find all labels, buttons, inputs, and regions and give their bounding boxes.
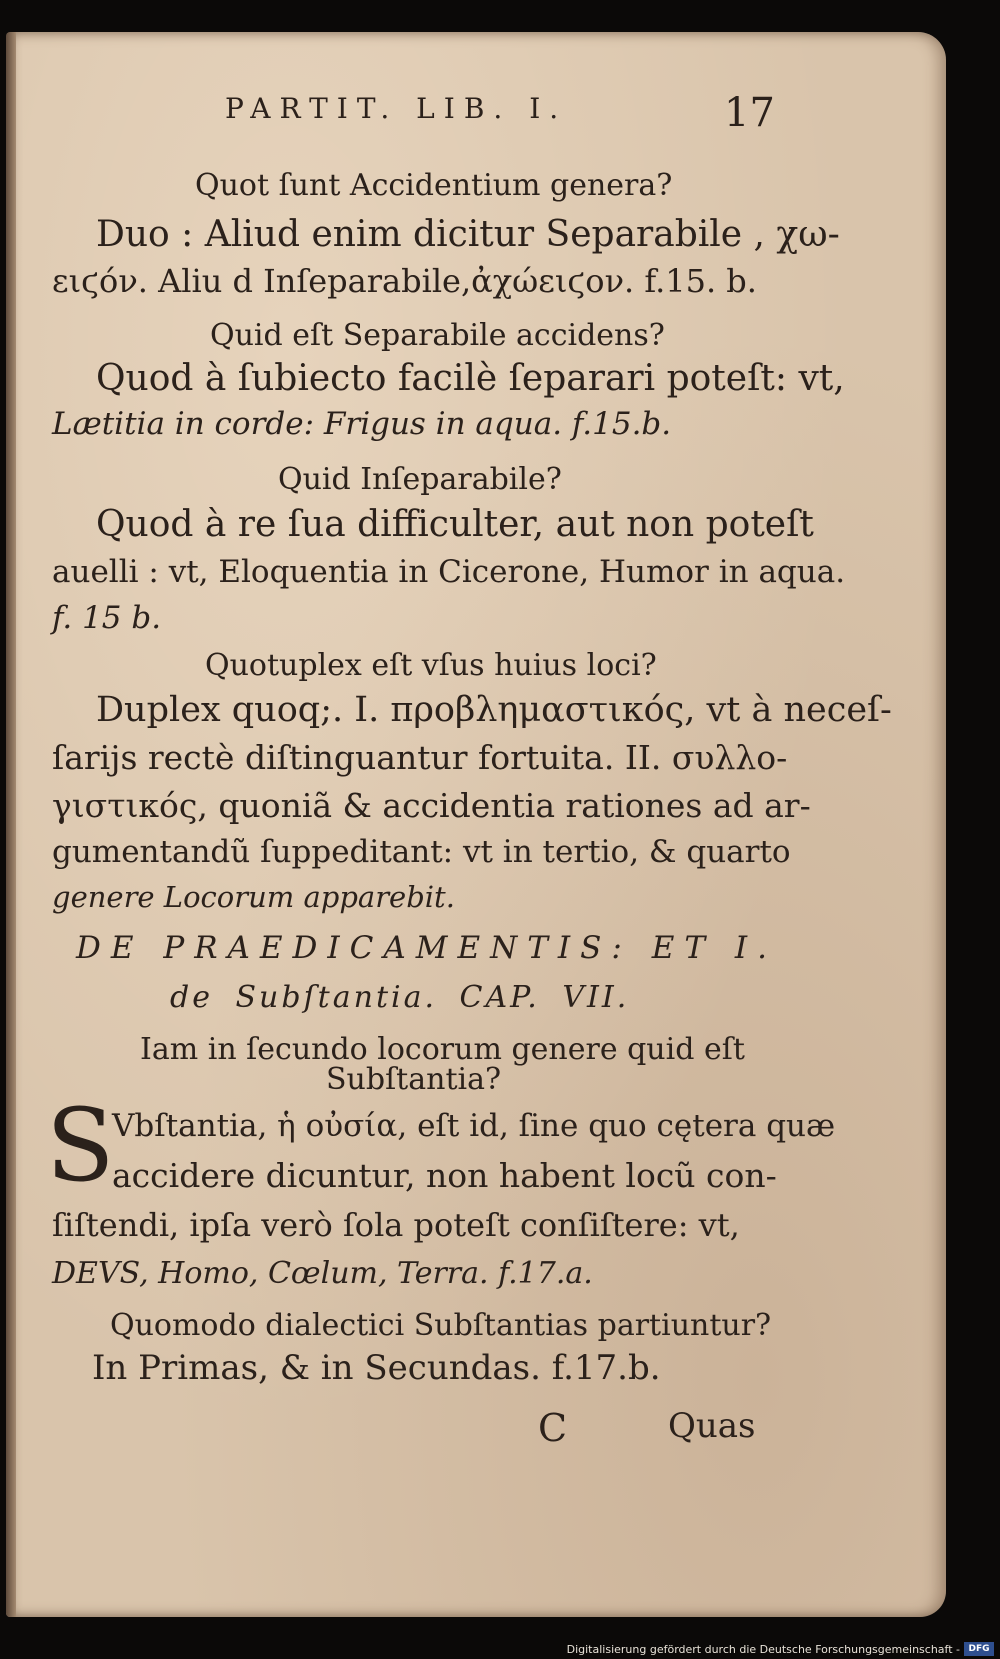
answer-4-line-1: Duplex quoq;. I. προβλημαστικός, vt à neceſ-	[96, 690, 892, 730]
answer-5-line-1: Vbſtantia, ἡ οὐσία, eſt id, ſine quo cętera quæ	[112, 1108, 836, 1144]
answer-4-line-5: genere Locorum apparebit.	[52, 880, 455, 914]
chapter-heading-line-1: DE PRAEDICAMENTIS: ET I.	[76, 930, 777, 966]
answer-4-line-3: γιστικός, quoniã & accidentia rationes ad ar-	[52, 786, 811, 825]
answer-4-line-2: ſarijs rectè diſtinguantur fortuita. II. συλλο-	[52, 738, 788, 777]
digitization-footer	[0, 1640, 1000, 1659]
question-1: Quot ſunt Accidentium genera?	[195, 168, 673, 203]
page-number: 17	[724, 90, 775, 136]
answer-5-line-2: accidere dicuntur, non habent locũ con-	[112, 1156, 777, 1195]
question-5-line-1: Iam in ſecundo locorum genere quid eſt	[140, 1032, 745, 1067]
footer-credit: Digitalisierung gefördert durch die Deutsche Forschungsgemeinschaft -	[566, 1643, 960, 1656]
page-gutter	[6, 32, 16, 1617]
answer-3-line-1: Quod à re ſua difficulter, aut non poteſt	[96, 504, 814, 545]
answer-6: In Primas, & in Secundas. f.17.b.	[92, 1348, 661, 1388]
signature-mark: C	[538, 1406, 568, 1450]
chapter-heading-line-2: de Subſtantia. CAP. VII.	[170, 980, 630, 1015]
catchword: Quas	[668, 1406, 756, 1446]
question-2: Quid eſt Separabile accidens?	[210, 318, 665, 353]
answer-2-line-1: Quod à ſubiecto facilè ſeparari poteſt: vt,	[96, 358, 845, 399]
answer-3-line-2: auelli : vt, Eloquentia in Cicerone, Humor in aqua.	[52, 554, 846, 590]
answer-3-line-3: f. 15 b.	[52, 600, 162, 636]
question-3: Quid Inſeparabile?	[278, 462, 562, 497]
running-title: PARTIT. LIB. I.	[225, 92, 568, 125]
answer-5-line-3: ſiſtendi, ipſa verò ſola poteſt conſiſtere: vt,	[52, 1206, 740, 1244]
question-4: Quotuplex eſt vſus huius loci?	[205, 648, 657, 683]
question-5-line-2: Subſtantia?	[326, 1062, 502, 1097]
answer-2-line-2: Lætitia in corde: Frigus in aqua. f.15.b.	[52, 406, 672, 442]
answer-1-line-1: Duo : Aliud enim dicitur Separabile , χω-	[96, 214, 840, 255]
answer-5-line-4: DEVS, Homo, Cœlum, Terra. f.17.a.	[52, 1256, 593, 1291]
answer-4-line-4: gumentandũ ſuppeditant: vt in tertio, & quarto	[52, 834, 791, 870]
answer-1-line-2: ειϛόν. Aliu d Inſeparabile,ἀχώειϛον. f.15. b.	[52, 262, 757, 300]
question-6: Quomodo dialectici Subſtantias partiuntur?	[110, 1308, 772, 1343]
dfg-logo: DFG	[964, 1642, 994, 1656]
initial-capital: S	[46, 1087, 115, 1204]
